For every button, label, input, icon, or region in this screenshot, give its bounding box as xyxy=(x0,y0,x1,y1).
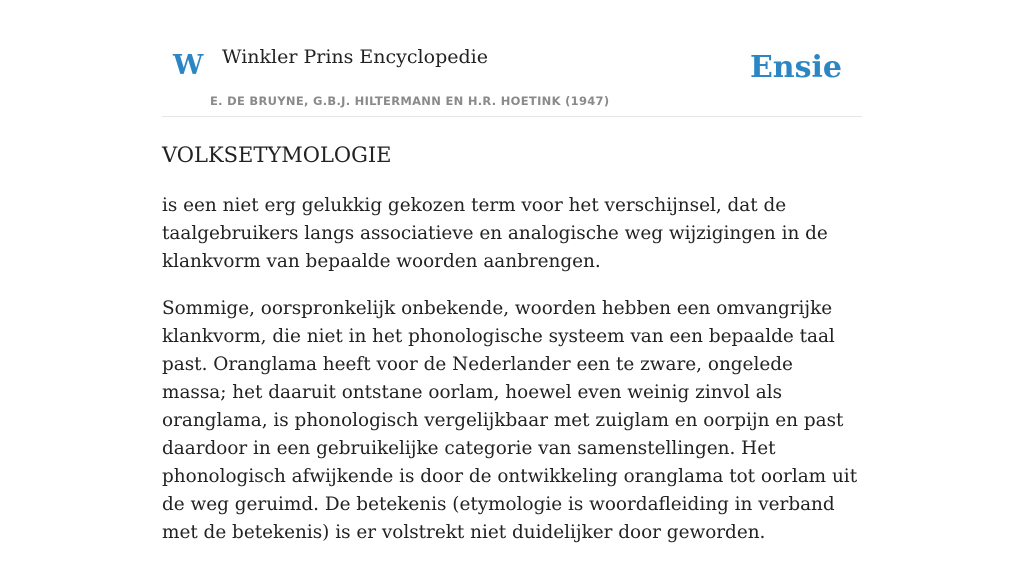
logo-icon[interactable]: W xyxy=(173,50,204,81)
article-title: VOLKSETYMOLOGIE xyxy=(162,143,392,167)
article-paragraph: Sommige, oorspronkelijk onbekende, woorden hebben een omvangrijke klankvorm, die niet in het phonologische systeem van een bepaalde taal past. Oranglama heeft voor de Nederlander een te zware, ongelede massa; het daaruit ontstane oorlam, hoewel even weinig zinvol als oranglama, is phonologisch vergelijkbaar met zuiglam en oorpijn en past daardoor in een gebruikelijke categorie van samenstellingen. Het phonologisch afwijkende is door de ontwikkeling oranglama tot oorlam uit de weg geruimd. De betekenis (etymologie is woordafleiding in verband met de betekenis) is er volstrekt niet duidelijker door geworden. xyxy=(162,298,858,543)
article-content xyxy=(162,140,862,566)
brand-logo[interactable]: Ensie xyxy=(749,50,842,85)
site-title[interactable]: Winkler Prins Encyclopedie xyxy=(222,46,488,68)
authors-line: E. DE BRUYNE, G.B.J. HILTERMANN EN H.R. HOETINK (1947) xyxy=(210,94,610,108)
article-paragraph: is een niet erg gelukkig gekozen term voor het verschijnsel, dat de taalgebruikers langs associatieve en analogische weg wijzigingen in de klankvorm van bepaalde woorden aanbrengen. xyxy=(162,195,828,272)
site-header xyxy=(162,0,862,117)
